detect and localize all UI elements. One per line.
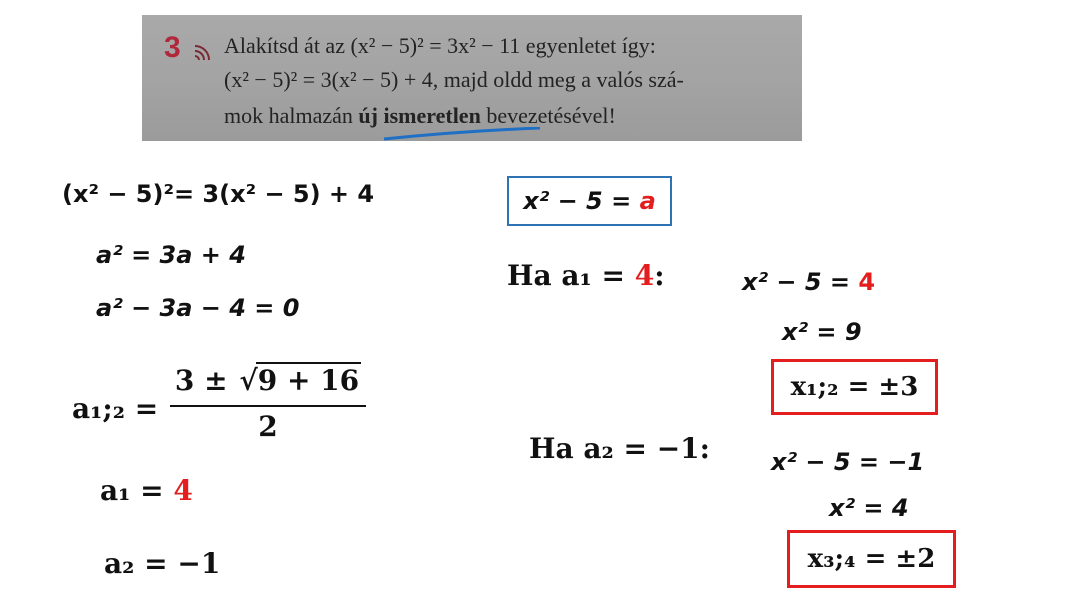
numerator-prefix: 3 ±: [174, 364, 238, 397]
substitution: [523, 187, 656, 215]
substitution-variable: a: [639, 187, 656, 215]
case-1-colon: :: [654, 259, 665, 292]
quadratic-formula-fraction: [168, 362, 368, 452]
formula-lhs: a₁;₂ =: [72, 392, 159, 425]
fraction-bar: [170, 405, 366, 407]
case-2-equation-2: x² = 4: [829, 494, 909, 522]
case-1-equation-1-value: 4: [858, 268, 876, 296]
case-2-result-box: [787, 530, 956, 588]
equation-substituted: a² = 3a + 4: [96, 241, 246, 269]
case-1-result-box: [771, 359, 938, 415]
task-line-3-pre: mok halmazán: [224, 103, 359, 128]
root-a1-value: 4: [173, 474, 193, 507]
fraction-denominator: 2: [258, 410, 278, 443]
root-a2: a₂ = −1: [104, 547, 221, 580]
audio-wave-icon: [192, 41, 214, 63]
task-line-2: (x² − 5)² = 3(x² − 5) + 4, majd oldd meg a valós szá-: [224, 67, 684, 92]
case-1-value: 4: [634, 259, 655, 292]
task-number: 3: [164, 31, 181, 64]
root-a1-lhs: a₁ =: [100, 474, 174, 507]
task-line-1: Alakítsd át az (x² − 5)² = 3x² − 11 egyenletet így:: [224, 33, 656, 58]
fraction-numerator: [168, 362, 368, 397]
task-line-3: [224, 103, 616, 129]
case-2-equation-1: x² − 5 = −1: [771, 448, 925, 476]
case-1-text: Ha a₁ =: [507, 259, 635, 292]
case-1-equation-2: x² = 9: [782, 318, 862, 346]
case-1-equation-1: [742, 268, 875, 296]
case-1-result: x₁;₂ = ±3: [790, 372, 919, 402]
task-card: [142, 15, 802, 141]
equation-quadratic: a² − 3a − 4 = 0: [96, 294, 300, 322]
case-1-equation-1-lhs: x² − 5 =: [742, 268, 859, 296]
substitution-box: [507, 176, 672, 226]
case-2-label: Ha a₂ = −1:: [529, 432, 710, 465]
equation-original: (x² − 5)²= 3(x² − 5) + 4: [62, 180, 375, 208]
case-2-result: x₃;₄ = ±2: [807, 544, 936, 574]
task-keyword: új ismeretlen: [358, 103, 481, 128]
keyword-underline: [382, 127, 542, 141]
task-line-3-post: bevezetésével!: [480, 103, 616, 128]
root-a1: [100, 474, 193, 507]
radicand: 9 + 16: [257, 364, 360, 397]
substitution-lhs: x² − 5 =: [523, 187, 640, 215]
square-root: √9 + 16: [239, 364, 360, 397]
case-1-label: [507, 259, 665, 292]
